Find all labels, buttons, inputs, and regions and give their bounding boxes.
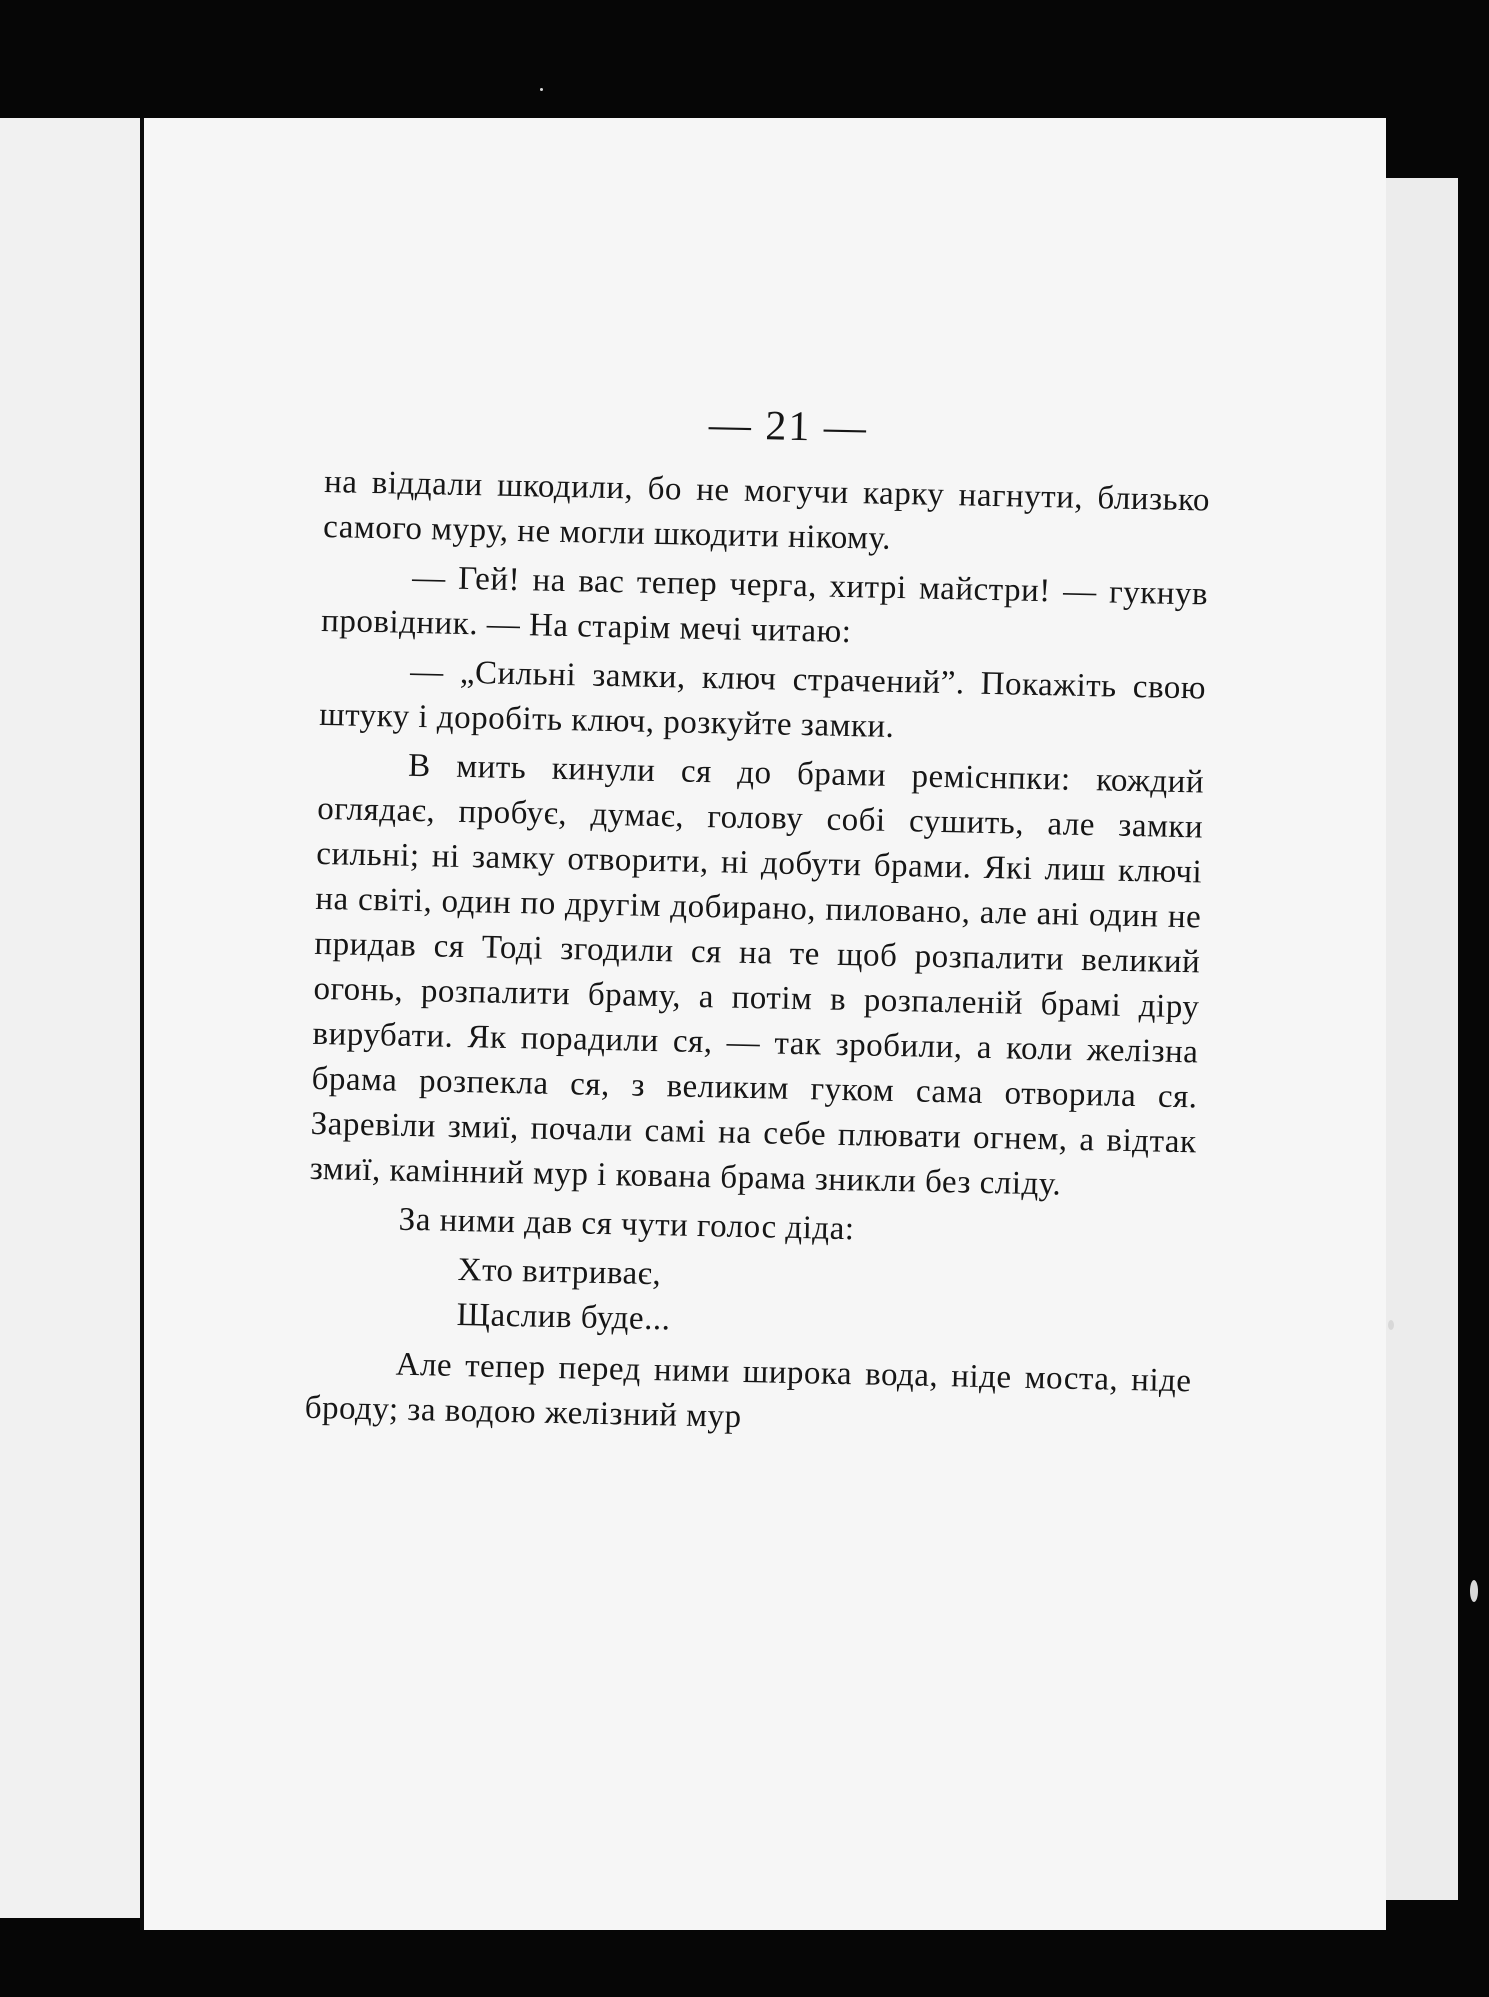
- paragraph: — Гей! на вас тепер черга, хитрі майстри! — гукнув провідник. — На старім мечі читаю:: [320, 559, 1209, 651]
- verse-line: Щаслив буде...: [456, 1296, 671, 1338]
- scan-speck: [1388, 1320, 1394, 1330]
- page-number: — 21 —: [708, 402, 869, 452]
- paragraph: За ними дав ся чути голос діда:: [398, 1201, 855, 1248]
- left-page-edge: [0, 118, 140, 1918]
- paragraph: — „Сильні замки, ключ страчений”. Покажіть свою штуку і доробіть ключ, розкуйте замки.: [318, 653, 1207, 745]
- scan-speck: [540, 88, 543, 91]
- page-text: [304, 395, 1212, 1453]
- paragraph: В мить кинули ся до брами реміснпки: кождий оглядає, пробує, думає, голову собі сушить, але замки сильні; ні замку отворити, ні добути брами. Які лиш ключі на світі, один по другім добирано, пиловано, але ані один не придав ся Тоді згодили ся на те щоб розпалити великий огонь, розпалити браму, а потім в розпаленій брамі діру вирубати. Як порадили ся, — так зробили, а коли желізна брама розпекла ся, з великим гуком сама отворила ся. Заревіли змиї, почали самі на себе плювати огнем, а відтак змиї, камінний мур і кована брама зникли без сліду.: [309, 747, 1205, 1203]
- paragraph: на віддали шкодили, бо не могучи карку нагнути, близько самого муру, не могли шкодити нікому.: [322, 463, 1211, 557]
- scan-speck: [1470, 1580, 1478, 1602]
- page-edge-strip: [1386, 178, 1458, 1900]
- verse-line: Хто витриває,: [457, 1251, 662, 1293]
- paragraph: Але тепер перед ними широка вода, ніде моста, ніде броду; за водою желізний мур: [304, 1346, 1192, 1435]
